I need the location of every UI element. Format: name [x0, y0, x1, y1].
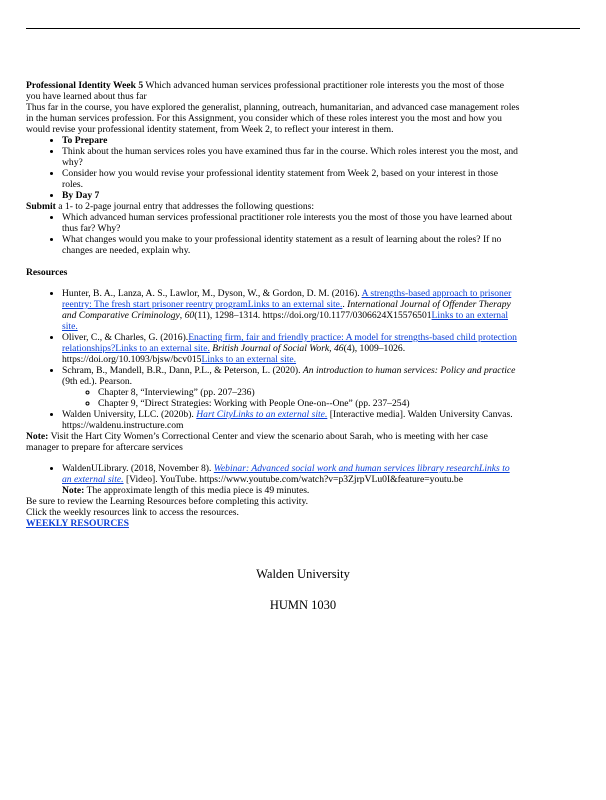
note-text: The approximate length of this media piece is 49 minutes.	[84, 485, 310, 496]
ref-text: [Video]. YouTube. https://www.youtube.com/watch?v=p3ZjrpVLu0I&feature=youtu.be	[123, 474, 463, 485]
reference-item	[62, 332, 520, 365]
ref-text: ,	[179, 310, 185, 321]
footer-university: Walden University	[256, 567, 350, 581]
intro-paragraph: Thus far in the course, you have explored the generalist, planning, outreach, humanitarian, and advanced case management roles in the human services profession. For this Assignment, you consider which of these roles interest you the most and how you would revise your professional identity statement, from Week 2, to reflect your interest in them.	[26, 102, 520, 135]
ref-authors: WaldenULibrary. (2018, November 8).	[62, 463, 214, 474]
header-rule	[26, 28, 580, 29]
ref-text: [Interactive media]. Walden University Canvas. https://waldenu.instructure.com	[62, 409, 513, 431]
prepare-list	[26, 135, 520, 201]
resources-heading-text: Resources	[26, 267, 68, 278]
title-text: Which advanced human services professional practitioner role interests you the most of those you have learned about thus far	[26, 80, 504, 102]
reference-item	[62, 463, 520, 496]
ref-journal: British Journal of Social Work, 46	[212, 343, 344, 354]
ref-link[interactable]: A strengths-based approach to prisoner reentry: The fresh start prisoner reentry programLinks to an external site.	[62, 288, 512, 310]
day7-heading: By Day 7	[62, 190, 100, 201]
ref-text: (11), 1298–1314. https://doi.org/10.1177/0306624X15576501	[194, 310, 432, 321]
chapter-list	[62, 387, 520, 409]
ref-authors: Schram, B., Mandell, B.R., Dann, P.L., & Peterson, L. (2020).	[62, 365, 303, 376]
review-line: Be sure to review the Learning Resources before completing this activity.	[26, 496, 309, 507]
ref-link[interactable]	[196, 409, 327, 420]
spacer	[26, 453, 520, 463]
list-item: • Consider how you would revise your professional identity statement from Week 2, based on your interest in those roles.	[62, 168, 520, 190]
list-item: • Think about the human services roles you have examined thus far in the course. Which roles interest you the most, and why?	[62, 146, 520, 168]
note-paragraph	[26, 431, 520, 453]
chapter-item: ◦ Chapter 9, “Direct Strategies: Working with People One-on--One” (pp. 237–254)	[98, 398, 520, 409]
list-item: • What changes would you make to your professional identity statement as a result of learning about the roles? If no changes are needed, explain why.	[62, 234, 520, 256]
note-label: Note:	[62, 485, 85, 496]
note-label: Note:	[26, 431, 49, 442]
note-text: Visit the Hart City Women’s Correctional Center and view the scenario about Sarah, who is meeting with her case manager to prepare for aftercare services	[26, 431, 488, 453]
ref-link-text: Hart CityLinks to an external site.	[196, 409, 328, 420]
weekly-resources-text: WEEKLY RESOURCES	[26, 518, 129, 529]
submit-bold: Submit	[26, 201, 56, 212]
assignment-title	[26, 80, 520, 102]
media-list	[26, 463, 520, 496]
ref-link[interactable]: Enacting firm, fair and friendly practice: A model for strengths-based child protection relationships?Links to an external site.	[62, 332, 517, 354]
reference-item	[62, 365, 520, 409]
chapter-item: ◦ Chapter 8, “Interviewing” (pp. 207–236)	[98, 387, 520, 398]
ref-journal: International Journal of Offender Therapy and Comparative Criminology	[62, 299, 511, 321]
external-link[interactable]: Links to an external site.	[201, 354, 297, 365]
title-bold: Professional Identity Week 5	[26, 80, 144, 91]
ref-text: (4), 1009–1026. https://doi.org/10.1093/bjsw/bcv015	[62, 343, 406, 365]
weekly-resources-link[interactable]	[26, 518, 129, 529]
ref-authors: Walden University, LLC. (2020b).	[62, 409, 197, 420]
submit-list	[26, 212, 520, 256]
resources-heading	[26, 267, 520, 278]
ref-text: (9th ed.). Pearson.	[62, 376, 133, 387]
reference-item	[62, 288, 520, 332]
weekly-resources-paragraph	[26, 518, 520, 529]
click-line: Click the weekly resources link to access the resources.	[26, 507, 239, 518]
ref-link-text: Webinar: Advanced social work and human services library researchLinks to an external site.	[62, 463, 510, 485]
ref-authors: Oliver, C., & Charles, G. (2016).	[62, 332, 189, 343]
ref-authors: Hunter, B. A., Lanza, A. S., Lawlor, M., Dyson, W., & Gordon, D. M. (2016).	[62, 288, 362, 299]
list-item: • Which advanced human services professional practitioner role interests you the most of those you have learned about thus far? Why?	[62, 212, 520, 234]
submit-paragraph	[26, 201, 520, 212]
resources-list	[26, 288, 520, 431]
ref-volume: 60	[184, 310, 195, 321]
reference-item	[62, 409, 520, 431]
list-item	[62, 135, 520, 146]
ref-book-title: An introduction to human services: Policy and practice	[302, 365, 516, 376]
submit-text: a 1- to 2-page journal entry that addresses the following questions:	[55, 201, 315, 212]
document-body	[26, 80, 520, 529]
ref-text: .	[342, 299, 348, 310]
external-link[interactable]: Links to an external site.	[62, 310, 509, 332]
list-item	[62, 190, 520, 201]
prepare-heading: To Prepare	[62, 135, 108, 146]
footer-course: HUMN 1030	[269, 598, 337, 612]
